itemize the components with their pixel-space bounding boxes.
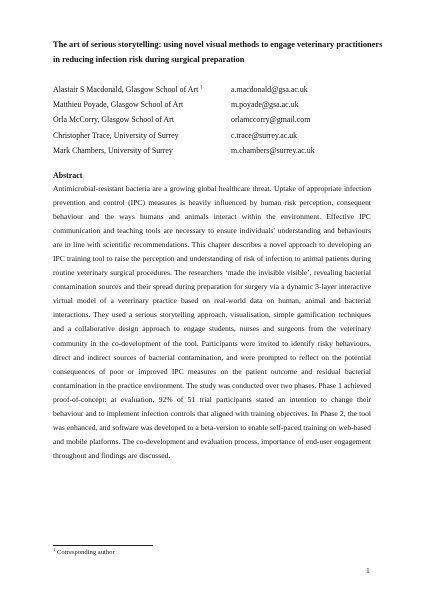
author-name: Christopher Trace, University of Surrey: [53, 130, 179, 140]
author-email: m.poyade@gsa.ac.uk: [231, 100, 299, 110]
paper-title: The art of serious storytelling: using novel visual methods to engage veterinary practitioners in reducing infection risk during surgical preparation: [53, 40, 383, 64]
footnote-marker: 1: [53, 546, 56, 552]
author-name: Matthieu Poyade, Glasgow School of Art: [53, 100, 184, 110]
author-name: Alastair S Macdonald, Glasgow School of Art $^1$: [53, 85, 203, 94]
page-number: 1: [366, 566, 370, 575]
author-row: [53, 143, 383, 158]
author-row: [53, 128, 383, 143]
author-name: Orla McCorry, Glasgow School of Art: [53, 115, 174, 125]
author-name: Mark Chambers, University of Surrey: [53, 145, 173, 155]
footnote-marker: 1: [200, 85, 203, 91]
author-email: a.macdonald@gsa.ac.uk: [231, 85, 308, 94]
footnote: [53, 548, 115, 558]
author-row: [53, 82, 383, 97]
author-row: [53, 97, 383, 112]
author-email: c.trace@surrey.ac.uk: [231, 130, 298, 140]
footnote-text: Corresponding author: [56, 549, 115, 556]
abstract-body: [53, 182, 371, 463]
author-list: [53, 82, 383, 158]
author-email: orlamccorry@gmail.com: [231, 115, 311, 125]
author-row: [53, 112, 383, 127]
abstract-heading: Abstract: [53, 171, 83, 180]
abstract-paragraph: Antimicrobial-resistant bacteria are a growing global healthcare threat. Uptake of appropriate infection prevention and control (IPC) measures is heavily influenced by human risk perception, consequent behaviour and the ways humans and animals interact within the environment. Effective IPC communication and teaching tools are necessary to ensure individuals' understanding and behaviours are in line with scientific recommendations. This chapter describes a novel approach to developing an IPC training tool to raise the perception and understanding of risk of infection to animal patients during routine veterinary surgical procedures. The researchers ‘made the invisible visible’, revealing bacterial contamination sources and their spread during preparation for surgery via a dynamic 3-layer interactive virtual model of a veterinary practice based on real-world data on human, animal and bacterial interactions. They used a serious storytelling approach, visualisation, simple gamification techniques and a collaborative design approach to engage students, nurses and surgeons from the veterinary community in the co-development of the tool. Participants were invited to identify risky behaviours, direct and indirect sources of bacterial contamination, and were prompted to reflect on the potential consequences of poor or improved IPC measures on the patient outcome and residual bacterial contamination in the practice environment. The study was conducted over two phases. Phase 1 achieved proof-of-concept: at evaluation, 92% of 51 trial participants stated an intention to change their behaviour and to implement infection controls that aligned with training objectives. In Phase 2, the tool was enhanced, and software was developed to a beta-version to enable self-paced training on web-based and mobile platforms. The co-development and evaluation process, importance of end-user engagement throughout and findings are discussed.: [53, 184, 371, 460]
author-email: m.chambers@surrey.ac.uk: [231, 145, 315, 155]
footnote-divider: [53, 545, 153, 546]
